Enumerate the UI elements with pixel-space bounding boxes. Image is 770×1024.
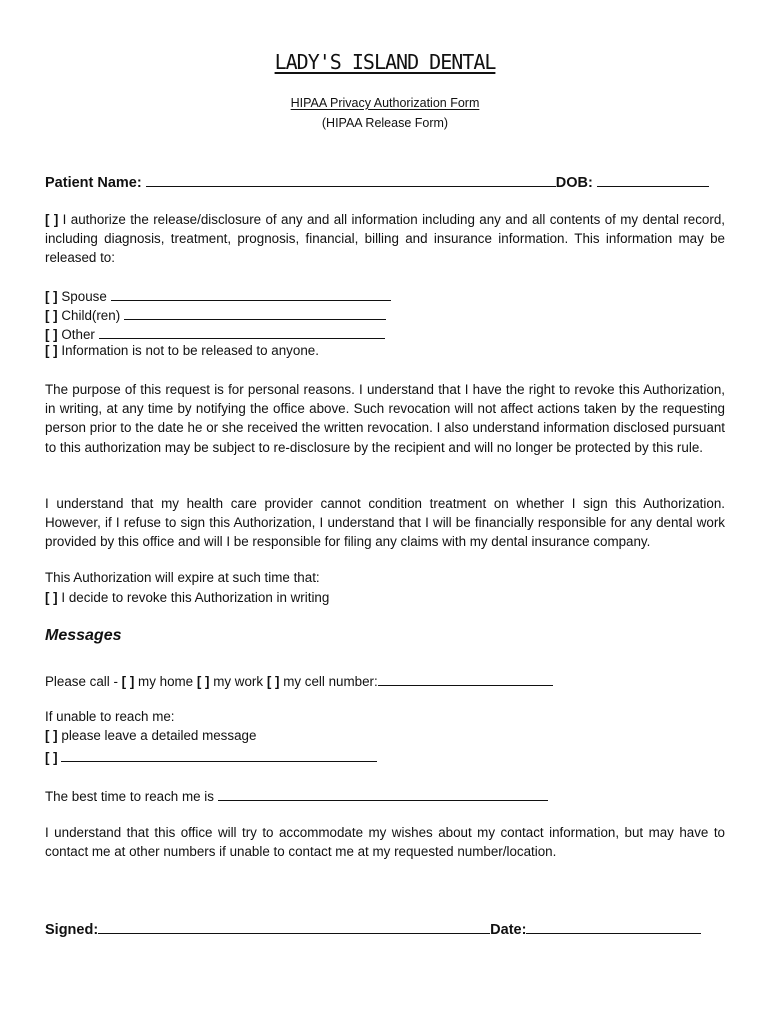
dob-field[interactable] [597, 172, 709, 187]
condition-paragraph: I understand that my health care provider cannot condition treatment on whether I sign this Authorization. However, if I refuse to sign this Authorization, I understand that I will be financially responsible for any dental work provided by this office and will I be responsible for filing any claims with my dental insurance company. [45, 496, 725, 550]
call-prefix: Please call - [45, 674, 118, 689]
cell-checkbox[interactable]: [ ] [266, 674, 280, 689]
expiry-text: This Authorization will expire at such time that: [45, 570, 320, 585]
revoke-checkbox[interactable]: [ ] [45, 590, 58, 605]
patient-row [45, 172, 709, 191]
children-label: Child(ren) [61, 308, 121, 323]
cell-number-field[interactable] [378, 671, 553, 686]
recipient-other [45, 324, 385, 342]
signed-label: Signed: [45, 922, 99, 938]
best-time-label: The best time to reach me is [45, 789, 214, 804]
expiry-option [45, 590, 329, 605]
home-label: my home [138, 674, 194, 689]
messages-heading: Messages [45, 627, 122, 644]
date-field[interactable] [526, 919, 701, 934]
spouse-label: Spouse [61, 289, 107, 304]
unable-label: If unable to reach me: [45, 709, 175, 724]
accommodate-paragraph: I understand that this office will try to accommodate my wishes about my contact information, but may have to contact me at other numbers if unable to contact me at my requested number/location. [45, 825, 725, 860]
signature-field[interactable] [98, 919, 490, 934]
other-field[interactable] [99, 324, 385, 339]
patient-name-label: Patient Name: [45, 175, 142, 191]
other-checkbox[interactable]: [ ] [45, 327, 58, 342]
best-time-row [45, 786, 548, 804]
spouse-checkbox[interactable]: [ ] [45, 289, 58, 304]
other-message-row [45, 747, 377, 765]
recipient-children [45, 305, 386, 323]
practice-name: LADY'S ISLAND DENTAL [274, 50, 496, 74]
authorize-checkbox[interactable]: [ ] [45, 212, 59, 227]
spouse-field[interactable] [111, 286, 391, 301]
recipient-none [45, 343, 319, 358]
best-time-field[interactable] [218, 786, 548, 801]
purpose-paragraph: The purpose of this request is for personal reasons. I understand that I have the right to revoke this Authorization, in writing, at any time by notifying the office above. Such revocation will not affect actions taken by the requesting person prior to the date he or she received the written revocation. I also understand information disclosed pursuant to this authorization may be subject to re-disclosure by the recipient and will no longer be protected by this rule. [45, 382, 725, 455]
children-checkbox[interactable]: [ ] [45, 308, 58, 323]
detailed-row [45, 728, 256, 743]
none-label: Information is not to be released to anyone. [61, 343, 319, 358]
children-field[interactable] [124, 305, 386, 320]
work-label: my work [213, 674, 264, 689]
authorize-paragraph [45, 210, 725, 268]
signature-row [45, 919, 701, 938]
patient-name-field[interactable] [146, 172, 556, 187]
detailed-checkbox[interactable]: [ ] [45, 728, 58, 743]
call-row [45, 671, 553, 689]
dob-label: DOB: [555, 175, 593, 191]
none-checkbox[interactable]: [ ] [45, 343, 58, 358]
form-subtitle: (HIPAA Release Form) [321, 116, 449, 130]
other-message-checkbox[interactable]: [ ] [45, 750, 58, 765]
revoke-label: I decide to revoke this Authorization in writing [61, 590, 330, 605]
form-title: HIPAA Privacy Authorization Form [290, 96, 480, 110]
other-message-field[interactable] [61, 747, 377, 762]
other-label: Other [61, 327, 95, 342]
detailed-label: please leave a detailed message [61, 728, 257, 743]
work-checkbox[interactable]: [ ] [196, 674, 210, 689]
home-checkbox[interactable]: [ ] [121, 674, 135, 689]
recipient-spouse [45, 286, 391, 304]
cell-label: my cell number: [283, 674, 378, 689]
authorize-text: I authorize the release/disclosure of any and all information including any and all contents of my dental record, including diagnosis, treatment, prognosis, financial, billing and insurance information. This information may be released to: [45, 212, 725, 266]
date-label: Date: [490, 922, 527, 938]
